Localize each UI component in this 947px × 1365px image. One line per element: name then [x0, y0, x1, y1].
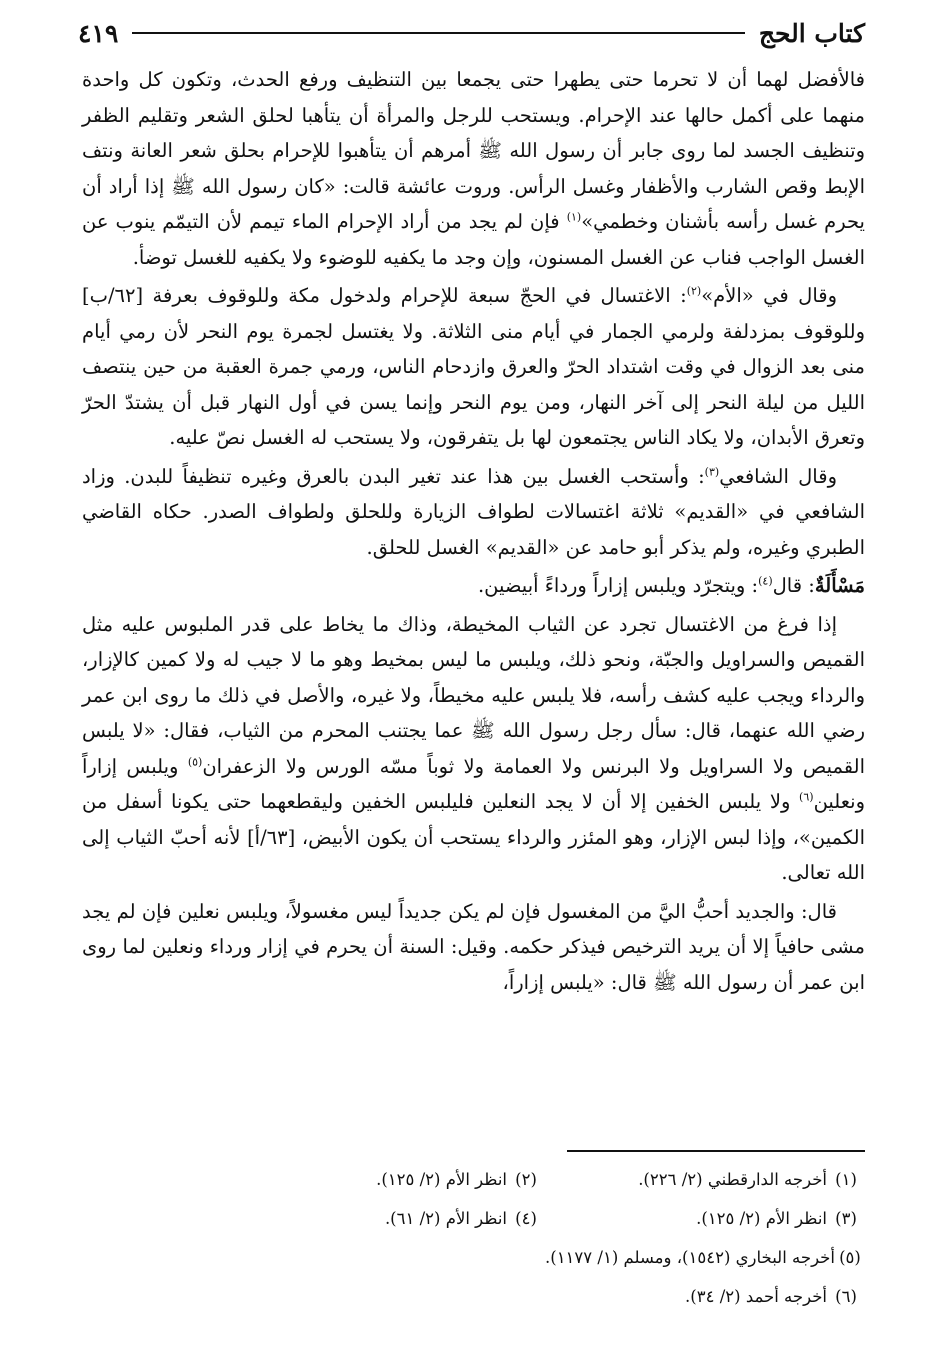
footnote-ref-5: (٥) — [187, 755, 203, 768]
footnote-6: (٦) أخرجه أحمد (٢/ ٣٤). — [685, 1287, 857, 1306]
footnote-ref-6: (٦) — [799, 790, 814, 804]
masala-label: مَسْأَلَةٌ — [814, 574, 865, 597]
footnote-row — [82, 1277, 865, 1316]
running-title: كتاب الحج — [758, 18, 865, 48]
page-number: ٤١٩ — [78, 18, 119, 48]
footnote-row — [82, 1160, 865, 1199]
paragraph-3: وقال الشافعي$^{(٣)}$: وأستحب الغسل بين هذا عند تغير البدن بالعرق وغيره تنظيفاً للبدن. وزاد الشافعي في «القديم» ثلاثة اغتسالات لطواف الزيارة وللحلق ولطواف الصدر. حكاه القاضي الطبري وغيره، ولم يذكر أبو حامد عن «القديم» الغسل للحلق. — [82, 464, 865, 559]
footnote-row — [82, 1199, 865, 1238]
footnote-1: (١) أخرجه الدارقطني (٢/ ٢٢٦). — [638, 1170, 857, 1189]
footnote-ref-4: (٤) — [758, 574, 773, 588]
page-header — [78, 8, 865, 58]
footnotes — [82, 1160, 865, 1316]
footnote-2: (٢) انظر الأم (٢/ ١٢٥). — [376, 1170, 537, 1189]
footnote-ref-1: (١) — [566, 210, 582, 224]
paragraph-2: وقال في «الأم»$^{(٢)}$: الاغتسال في الحجّ سبعة للإحرام ولدخول مكة وللوقوف بعرفة [٦٢/ب] وللوقوف بمزدلفة ولرمي الجمار في أيام منى الثلاثة. ولا يغتسل لجمرة يوم النحر لأن رمي أيام منى بعد الزوال في وقت اشتداد الحرّ والعرق وازدحام الناس، ورمي جمرة العقبة من حين ينتصف الليل من ليلة النحر إلى آخر النهار، ومن يوم النحر وإنما يسن في أول النهار قبل أن يشتدّ الحرّ وتعرق الأبدان، ولا يكاد الناس يجتمعون لها بل يتفرقون، ولا يستحب له الغسل نصّ عليه. — [82, 284, 865, 449]
header-rule — [132, 32, 745, 34]
paragraph-6: قال: والجديد أحبُّ اليَّ من المغسول فإن لم يكن جديداً ليس مغسولاً، ويلبس نعلين فإن لم يجد مشى حافياً إلا أن يريد الترخيص فيذكر حكمه. وقيل: السنة أن يحرم في إزار ورداء ونعلين لما روى ابن عمر أن رسول الله ﷺ قال: «يلبس إزاراً، — [82, 899, 865, 994]
footnote-3: (٣) انظر الأم (٢/ ١٢٥). — [696, 1209, 857, 1228]
footnote-ref-2: (٢) — [686, 284, 702, 298]
footnote-5: (٥) أخرجه البخاري (١٥٤٢)، ومسلم (١/ ١١٧٧). — [545, 1248, 861, 1267]
footnote-ref-3: (٣) — [704, 465, 720, 478]
paragraph-1: فالأفضل لهما أن لا تحرما حتى يطهرا حتى يجمعا بين التنظيف ورفع الحدث، وتكون كل واحدة منهما على أكمل حالها عند الإحرام. ويستحب للرجل والمرأة أن يتأهبا لحلق الشعر وتقليم الظفر وتنظيف الجسد لما روى جابر أن رسول الله ﷺ أمرهم أن يتأهبوا للإحرام بحلق شعر العانة ونتف الإبط وقص الشارب والأظفار وغسل الرأس. وروت عائشة قالت: «كان رسول الله ﷺ إذا أراد أن يحرم غسل رأسه بأشنان وخطمي»$^{(١)}$ فإن لم يجد من أراد الإحرام الماء تيمم لأن التيمّم ينوب عن الغسل الواجب فناب عن الغسل المسنون، وإن وجد ما يكفيه للوضوء ولا يكفيه للغسل توضأ. — [82, 68, 865, 269]
footnote-divider — [567, 1150, 865, 1152]
main-text — [82, 62, 865, 1000]
paragraph-5: إذا فرغ من الاغتسال تجرد عن الثياب المخيطة، وذاك ما يخاط على قدر الملبوس عليه مثل القميص والسراويل والجبّة، ونحو ذلك، ويلبس ما ليس بمخيط وهو ما لا جيب له ولا كمين كالإزار، والرداء ويجب عليه كشف رأسه، فلا يلبس عليه مخيطاً، ولا غيره، والأصل في ذلك ما روى ابن عمر رضي الله عنهما، قال: سأل رجل رسول الله ﷺ عما يجتنب المحرم من الثياب، فقال: «لا يلبس القميص ولا السراويل ولا البرنس ولا العمامة ولا ثوباً مسّه الورس ولا الزعفران$^{(٥)}$ ويلبس إزاراً ونعلين$^{(٦)}$ ولا يلبس الخفين إلا أن لا يجد النعلين فليلبس الخفين وليقطعهما حتى يكونا أسفل من الكمين»، وإذا لبس الإزار، وهو المئزر والرداء يستحب أن يكون الأبيض، [٦٣/أ] لأنه أحبّ الثياب إلى الله تعالى. — [82, 612, 866, 884]
footnote-row — [82, 1238, 865, 1277]
masala-heading: مَسْأَلَةٌ: قال$^{(٤)}$: ويتجرّد ويلبس إزاراً ورداءً أبيضين. — [477, 574, 865, 597]
footnote-4: (٤) انظر الأم (٢/ ٦١). — [384, 1209, 537, 1228]
